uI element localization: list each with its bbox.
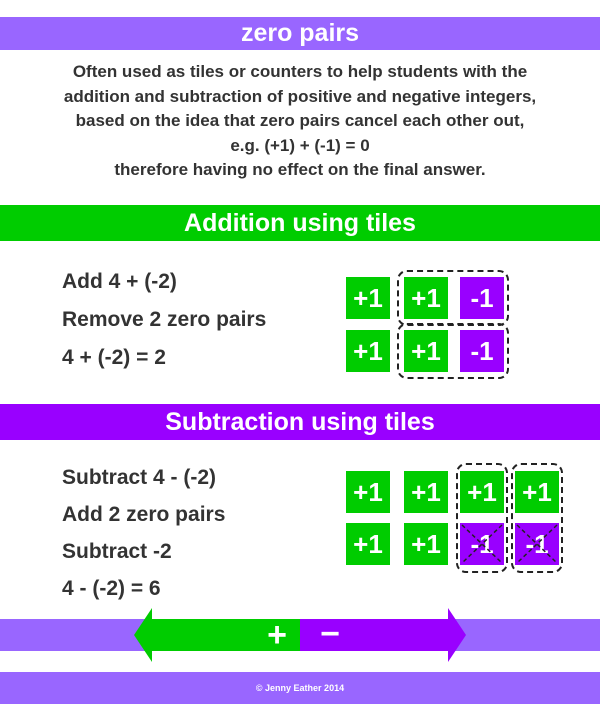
tile-positive: +1 (404, 523, 448, 565)
footer-bar (0, 672, 600, 704)
double-arrow-icon (0, 600, 600, 670)
addition-heading-bar (0, 205, 600, 241)
subtraction-step: 4 - (-2) = 6 (62, 577, 161, 600)
plus-sign: + (267, 616, 287, 654)
intro-text (0, 60, 600, 183)
page-title: zero pairs (240, 19, 360, 47)
intro-line: e.g. (+1) + (-1) = 0 (230, 135, 370, 155)
subtraction-step: Subtract 4 - (-2) (62, 466, 217, 489)
title-bar (0, 17, 600, 50)
subtraction-step: Subtract -2 (62, 540, 172, 563)
tile-positive: +1 (404, 471, 448, 513)
tile-label: -1 (525, 529, 549, 559)
tile-positive: +1 (404, 277, 448, 319)
tile-label: -1 (470, 529, 494, 559)
addition-step: 4 + (-2) = 2 (62, 346, 166, 369)
zero-pair-outline (456, 463, 508, 573)
subtraction-heading-bar (0, 404, 600, 440)
minus-sign: − (320, 615, 340, 653)
tile-negative: -1 (460, 330, 504, 372)
zero-pair-outline (511, 463, 563, 573)
zero-pair-outline (397, 323, 509, 379)
intro-line: Often used as tiles or counters to help students with the (72, 62, 528, 81)
tile-positive: +1 (515, 471, 559, 513)
addition-step: Add 4 + (-2) (62, 270, 177, 293)
tile-negative: -1 (460, 277, 504, 319)
intro-line: therefore having no effect on the final answer. (114, 160, 486, 179)
intro-line: addition and subtraction of positive and negative integers, (63, 86, 537, 106)
copyright-text: © Jenny Eather 2014 (255, 683, 345, 693)
addition-heading: Addition using tiles (184, 209, 416, 237)
tile-positive: +1 (346, 277, 390, 319)
addition-step: Remove 2 zero pairs (62, 308, 267, 331)
subtraction-step: Add 2 zero pairs (62, 503, 226, 526)
tile-positive: +1 (346, 471, 390, 513)
intro-line: based on the idea that zero pairs cancel each other out, (75, 111, 525, 130)
tile-positive: +1 (346, 330, 390, 372)
tile-positive: +1 (404, 330, 448, 372)
tile-positive: +1 (346, 523, 390, 565)
subtraction-heading: Subtraction using tiles (165, 408, 435, 436)
tile-positive: +1 (460, 471, 504, 513)
zero-pair-outline (397, 270, 509, 326)
